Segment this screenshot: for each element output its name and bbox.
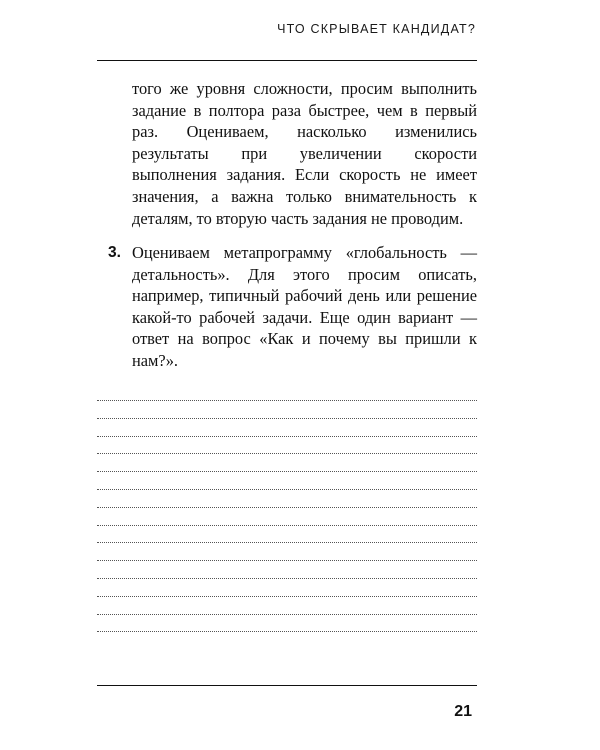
continued-paragraph: того же уровня сложности, просим выполнить задание в полтора раза быстрее, чем в первый раз. Оцениваем, насколько изменились результаты при увеличении скорости выполнения задания. Если скорость не имеет значения, а важна только внимательность к деталям, то вторую часть задания не проводим. — [132, 79, 477, 228]
page-number: 21 — [454, 703, 472, 720]
note-line — [97, 436, 477, 437]
note-line — [97, 631, 477, 632]
list-item-text: Оцениваем метапрограмму «глобальность — детальность». Для этого просим описать, например, типичный рабочий день или решение какой-то рабочей задачи. Еще один вариант — ответ на вопрос «Как и почему вы пришли к нам?». — [132, 243, 477, 370]
note-line — [97, 542, 477, 543]
footer-rule — [97, 685, 477, 686]
note-line — [97, 596, 477, 597]
note-line — [97, 418, 477, 419]
note-line — [97, 507, 477, 508]
note-line — [97, 560, 477, 561]
running-head: ЧТО СКРЫВАЕТ КАНДИДАТ? — [277, 22, 476, 36]
note-line — [97, 614, 477, 615]
note-line — [97, 489, 477, 490]
note-line — [97, 453, 477, 454]
numbered-list-item — [108, 242, 477, 372]
note-line — [97, 525, 477, 526]
header-rule — [97, 60, 477, 61]
notes-lines — [97, 400, 477, 649]
note-line — [97, 400, 477, 401]
note-line — [97, 578, 477, 579]
list-item-number: 3. — [108, 244, 121, 261]
note-line — [97, 471, 477, 472]
